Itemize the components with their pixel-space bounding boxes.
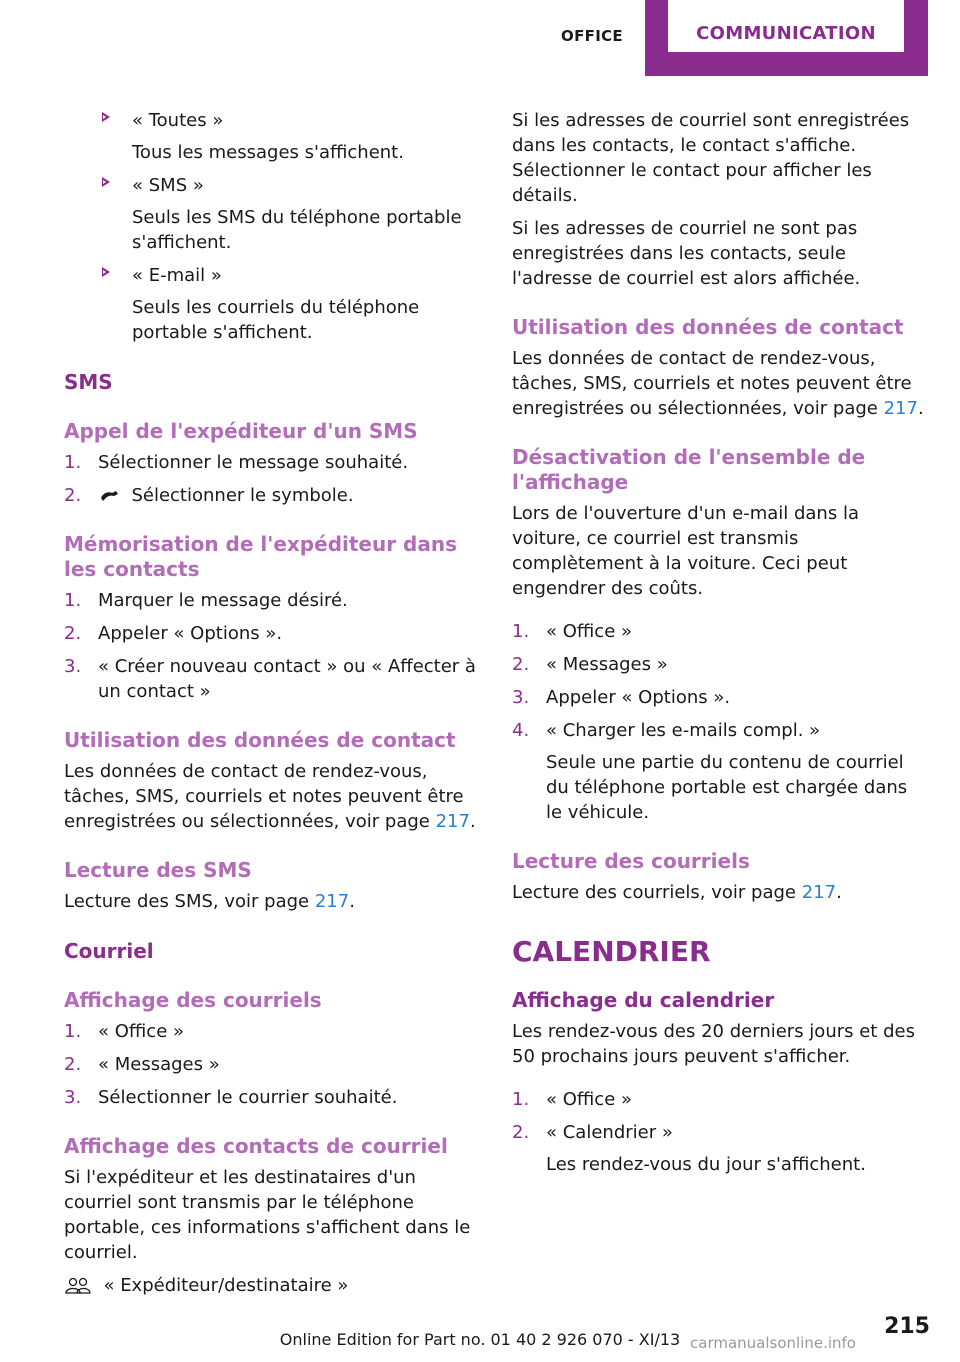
paragraph	[64, 759, 480, 834]
paragraph: Si l'expéditeur et les destinataires d'un courriel sont transmis par le téléphone portable, ces informations s'affichent dans le courriel.	[64, 1167, 471, 1263]
subsection-title: Lecture des SMS	[64, 858, 252, 882]
step-number: 1.	[512, 1089, 530, 1110]
step-text: Appeler « Options ».	[98, 623, 283, 644]
step-note: Seule une partie du contenu de courriel du téléphone portable est chargée dans le véhicule.	[546, 752, 908, 823]
step-text: « Office »	[546, 1089, 633, 1110]
step-text: « Charger les e-mails compl. »	[546, 720, 821, 741]
header-tab-office: OFFICE	[561, 27, 623, 45]
page-link[interactable]: 217	[801, 882, 837, 903]
paragraph-text: Lecture des SMS, voir page	[64, 891, 315, 912]
subsection-title: Affichage du calendrier	[512, 988, 775, 1012]
subsection-title: Lecture des courriels	[512, 849, 750, 873]
filter-item	[64, 263, 480, 345]
step-text: « Messages »	[546, 654, 668, 675]
step-text: Marquer le message désiré.	[98, 590, 348, 611]
paragraph-end: .	[836, 882, 842, 903]
step-number: 1.	[64, 452, 82, 473]
right-column	[512, 108, 928, 1177]
watermark: carmanualsonline.info	[690, 1334, 856, 1352]
phone-handset-icon	[98, 489, 120, 503]
filter-label: « E-mail »	[132, 265, 222, 286]
step-text: « Office »	[98, 1021, 185, 1042]
paragraph	[64, 889, 480, 914]
list-item	[64, 588, 480, 613]
subsection-title: Désactivation de l'ensemble de l'affichage	[512, 445, 866, 494]
filter-label: « SMS »	[132, 175, 204, 196]
step-text: « Créer nouveau contact » ou « Affecter à un contact »	[98, 656, 476, 702]
step-number: 1.	[512, 621, 530, 642]
step-number: 2.	[64, 623, 82, 644]
step-text: Sélectionner le courrier souhaité.	[98, 1087, 398, 1108]
step-number: 3.	[64, 1087, 82, 1108]
paragraph: Lors de l'ouverture d'un e-mail dans la voiture, ce courriel est transmis complètement à la voiture. Ceci peut engendrer des coûts.	[512, 503, 859, 599]
page-number: 215	[884, 1314, 930, 1339]
list-item	[64, 654, 480, 704]
step-text: Sélectionner le symbole.	[131, 485, 354, 506]
list-item	[512, 1087, 928, 1112]
left-column	[64, 108, 480, 1298]
paragraph-text: Les données de contact de rendez-vous, tâches, SMS, courriels et notes peuvent être enregistrées ou sélectionnées, voir page	[64, 761, 464, 832]
list-item	[64, 621, 480, 646]
page-link[interactable]: 217	[883, 398, 918, 419]
section-title-calendar-text: CALENDRIER	[512, 935, 711, 968]
subsection-title: Appel de l'expéditeur d'un SMS	[64, 419, 418, 443]
paragraph-end: .	[349, 891, 355, 912]
list-item	[64, 450, 480, 475]
list-item	[512, 1120, 928, 1177]
step-number: 2.	[512, 654, 530, 675]
step-number: 2.	[512, 1122, 530, 1143]
list-item	[512, 718, 928, 825]
filter-item	[64, 108, 480, 165]
paragraph	[512, 346, 928, 421]
filter-desc: Seuls les SMS du téléphone portable s'affichent.	[132, 207, 462, 253]
section-title-sms: SMS	[64, 370, 113, 394]
step-number: 2.	[64, 1054, 82, 1075]
step-text: « Messages »	[98, 1054, 220, 1075]
header-tab-communication	[645, 0, 928, 76]
step-number: 2.	[64, 485, 82, 506]
paragraph-text: Les données de contact de rendez-vous, tâches, SMS, courriels et notes peuvent être enregistrées ou sélectionnées, voir page	[512, 348, 912, 419]
paragraph: Si les adresses de courriel sont enregistrées dans les contacts, le contact s'affiche. Sélectionner le contact pour afficher les détails.	[512, 110, 910, 206]
footer-edition: Online Edition for Part no. 01 40 2 926 070 - XI/13	[279, 1330, 681, 1349]
page-link[interactable]: 217	[314, 891, 350, 912]
contacts-icon	[64, 1276, 92, 1296]
filter-desc: Tous les messages s'affichent.	[132, 142, 404, 163]
step-number: 1.	[64, 590, 82, 611]
list-item	[64, 1019, 480, 1044]
section-title-calendar	[512, 935, 928, 969]
icon-line	[64, 1273, 480, 1298]
step-text: Sélectionner le message souhaité.	[98, 452, 409, 473]
list-item	[64, 1052, 480, 1077]
step-text: Appeler « Options ».	[546, 687, 731, 708]
list-item	[64, 1085, 480, 1110]
paragraph-end: .	[469, 811, 476, 832]
paragraph-end: .	[917, 398, 924, 419]
icon-label: « Expéditeur/destinataire »	[103, 1275, 349, 1296]
step-text: « Office »	[546, 621, 633, 642]
filter-item	[64, 173, 480, 255]
list-item	[512, 685, 928, 710]
section-title-email: Courriel	[64, 939, 154, 963]
paragraph-text: Lecture des courriels, voir page	[512, 882, 802, 903]
step-number: 1.	[64, 1021, 82, 1042]
step-number: 3.	[512, 687, 530, 708]
list-item	[512, 619, 928, 644]
subsection-title: Affichage des courriels	[64, 988, 322, 1012]
paragraph: Si les adresses de courriel ne sont pas enregistrées dans les contacts, seule l'adresse de courriel est alors affichée.	[512, 218, 861, 289]
subsection-title: Mémorisation de l'expéditeur dans les contacts	[64, 532, 458, 581]
header-tab-communication-label: COMMUNICATION	[668, 0, 904, 52]
filter-label: « Toutes »	[132, 110, 224, 131]
paragraph: Les rendez-vous des 20 derniers jours et des 50 prochains jours peuvent s'afficher.	[512, 1021, 915, 1067]
subsection-title: Utilisation des données de contact	[64, 728, 456, 752]
subsection-title: Utilisation des données de contact	[512, 315, 904, 339]
subsection-title: Affichage des contacts de courriel	[64, 1134, 448, 1158]
list-item	[512, 652, 928, 677]
step-number: 3.	[64, 656, 82, 677]
filter-desc: Seuls les courriels du téléphone portable s'affichent.	[132, 297, 420, 343]
page-link[interactable]: 217	[435, 811, 470, 832]
step-number: 4.	[512, 720, 530, 741]
list-item	[64, 483, 480, 508]
step-note: Les rendez-vous du jour s'affichent.	[546, 1154, 866, 1175]
paragraph	[512, 880, 928, 905]
step-text: « Calendrier »	[546, 1122, 673, 1143]
